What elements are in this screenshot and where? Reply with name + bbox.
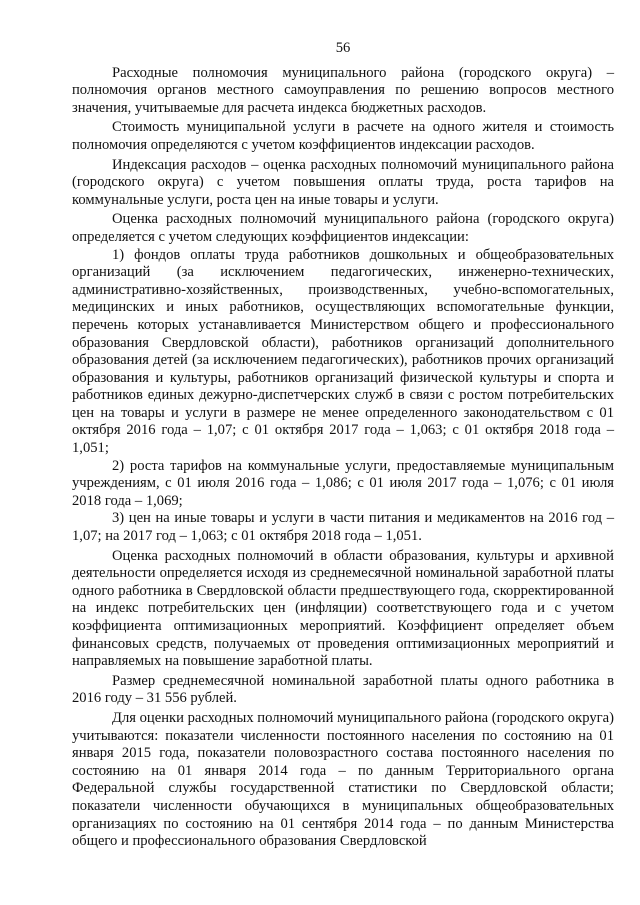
paragraph-indexation-coefficients-intro: Оценка расходных полномочий муниципального района (городского округа) определяется с учетом следующих коэффициентов индексации: — [72, 211, 614, 245]
list-item-utility-tariffs: 2) роста тарифов на коммунальные услуги, предоставляемые муниципальным учреждениям, с 01 июля 2016 года – 1,086; с 01 июля 2017 года – 1,076; с 01 июля 2018 года – 1,069; — [72, 457, 614, 509]
paragraph-expenditure-powers-definition: Расходные полномочия муниципального района (городского округа) – полномочия органов местного самоуправления по решению вопросов местного значения, учитываемые для расчета индекса бюджетных расходов. — [72, 64, 614, 116]
paragraph-education-culture-assessment: Оценка расходных полномочий в области образования, культуры и архивной деятельности определяется исходя из среднемесячной номинальной заработной платы одного работника в Свердловской области предшествующего года, скорректированной на индекс потребительских цен (инфляции) соответствующего года и с учетом коэффициента оптимизационных мероприятий. Коэффициент определяет объем финансовых средств, получаемых от проведения оптимизационных мероприятий и направляемых на повышение заработной платы. — [72, 547, 614, 670]
paragraph-population-indicators: Для оценки расходных полномочий муниципального района (городского округа) учитываются: показатели численности постоянного населения по состоянию на 01 января 2015 года, показатели половозрастного состава постоянного населения по состоянию на 01 января 2014 года – по данным Территориального органа Федеральной службы государственной статистики по Свердловской области; показатели численности обучающихся в муниципальных общеобразовательных организациях по состоянию на 01 сентября 2014 года – по данным Министерства общего и профессионального образования Свердловской — [72, 709, 614, 850]
list-item-other-goods-prices: 3) цен на иные товары и услуги в части питания и медикаментов на 2016 год – 1,07; на 2017 год – 1,063; с 01 октября 2018 года – 1,051. — [72, 510, 614, 545]
page-number: 56 — [335, 40, 351, 56]
list-item-wage-funds: 1) фондов оплаты труда работников дошкольных и общеобразовательных организаций (за исключением педагогических, инженерно-технических, административно-хозяйственных, производственных, учебно-вспомогательных, медицинских и иных работников, осуществляющих вспомогательные функции, перечень которых устанавливается Министерством общего и профессионального образования Свердловской области), работников организаций дополнительного образования детей (за исключением педагогических), работников прочих организаций образования и культуры, работников организаций физической культуры и спорта и работников единых дежурно-диспетчерских служб в связи с ростом потребительских цен на товары и услуги в размере не менее определенного законодательством с 01 октября 2016 года – 1,07; с 01 октября 2017 года – 1,063; с 01 октября 2018 года – 1,051; — [72, 246, 614, 457]
paragraph-service-cost: Стоимость муниципальной услуги в расчете на одного жителя и стоимость полномочия определяются с учетом коэффициентов индексации расходов. — [72, 119, 614, 153]
paragraph-average-salary: Размер среднемесячной номинальной заработной платы одного работника в 2016 году – 31 556 рублей. — [72, 672, 614, 707]
paragraph-expenditure-indexation: Индексация расходов – оценка расходных полномочий муниципального района (городского округа) с учетом повышения оплаты труда, роста тарифов на коммунальные услуги, роста цен на иные товары и услуги. — [72, 156, 614, 208]
